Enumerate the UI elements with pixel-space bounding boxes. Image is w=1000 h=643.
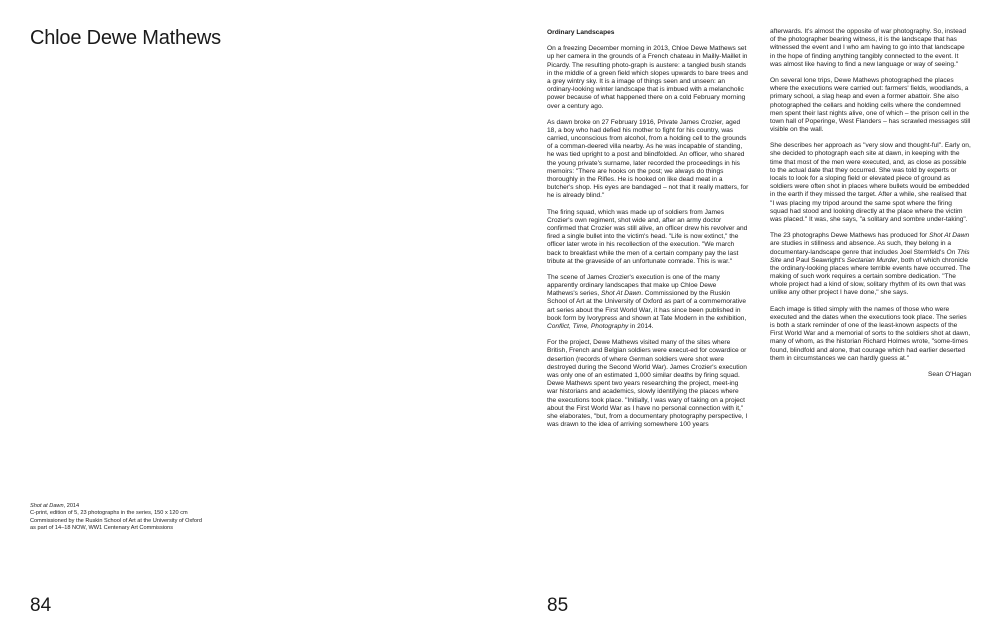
paragraph: afterwards. It's almost the opposite of war photography. So, instead of the photographer bearing witness, it is the landscape that has witnessed the event and I who am having to go into that landscape in the hope of finding anything tangibly connected to the event. It was almost like having to find a new language or way of seeing." [770, 28, 967, 68]
series-title: Shot At Dawn [929, 232, 970, 240]
text-run: in 2014. [628, 323, 654, 330]
paragraph: She describes her approach as "very slow and thought-ful". Early on, she decided to photograph each site at dawn, in keeping with the time that most of the men were executed, and, as close as possible to the actual date that they occurred. She was told by experts or locals to look for a sloping field or elevated piece of ground as soldiers were often shot in places where bullets would be embedded in the earth if they missed the target. After a while, she realised that "I was placing my tripod around the same spot where the firing squad had stood and looking directly at the place where the victim was placed." It was, she says, "a solitary and sombre under-taking". [770, 142, 971, 223]
page-number-left: 84 [30, 595, 52, 616]
caption-line-commission: Commissioned by the Ruskin School of Art at the University of Oxford [30, 517, 202, 524]
work-title: On This Site [770, 248, 970, 264]
text-run: and Paul Seawright's [781, 256, 847, 264]
text-column-2 [770, 28, 971, 379]
text-run: are studies in stillness and absence. As such, they belong in a documentary-landscape genre that includes Joel Sternfeld's [770, 240, 952, 256]
caption-line-medium: C-print, edition of 5, 23 photographs in the series, 150 x 120 cm [30, 510, 188, 517]
paragraph [547, 274, 749, 331]
caption-line-program: as part of 14–18 NOW, WW1 Centenary Art Commissions [30, 525, 174, 532]
author-signoff: Sean O'Hagan [927, 370, 971, 378]
paragraph: As dawn broke on 27 February 1916, Private James Crozier, aged 18, a boy who had defied his mother to fight for his country, was carried, unconscious from alcohol, from a holding cell to the grounds of a comman-deered villa nearby. As he was incapable of standing, he was tied upright to a post and blindfolded. An officer, who shared the young private's surname, later recorded the proceedings in his memoirs: "There are hooks on the post; we always do things thoroughly in the Rifles. He is hooked on like dead meat in a butcher's shop. His eyes are bandaged – not that it really matters, for he is already blind." [547, 118, 749, 200]
paragraph [770, 232, 971, 298]
paragraph: On several lone trips, Dewe Mathews photographed the places where the executions were carried out: farmers' fields, woodlands, a primary school, a slag heap and even a former abattoir. She also photographed the cellars and holding cells where the condemned men spent their last nights alive, one of which – the prison cell in the town hall of Poperinge, West Flanders – has scrawled messages still visible on the wall. [770, 76, 971, 134]
paragraph: On a freezing December morning in 2013, Chloe Dewe Mathews set up her camera in the grounds of a French chateau in Mailly-Maillet in Picardy. The resulting photo-graph is austere: a tangled bush stands in the middle of a green field which slopes upwards to bare trees and a grey wintry sky. It is a image of things seen and unseen: an ordinary-looking winter landscape that is imbued with a melancholic power because of what happened there on a cold February morning over a century ago. [547, 45, 748, 110]
artist-name: Chloe Dewe Mathews [30, 27, 221, 49]
caption-year: , 2014 [63, 503, 80, 509]
text-run: . Commissioned by the Ruskin School of Art at the University of Oxford as part of a commemorative art series about the First World War, it has since been published in book form by Ivorypress and shown at Tate Modern in the exhibition, [547, 290, 747, 322]
paragraph: The firing squad, which was made up of soldiers from James Crozier's own regiment, shot wide and, after an army doctor confirmed that Crozier was still alive, an officer drew his revolver and fired a single bullet into the victim's head. "Life is now extinct," the officer later wrote in his recollection of the execution. "We march back to breakfast while the men of a certain company pay the last tribute at the graveside of an unfortunate comrade. This is war." [547, 208, 748, 265]
paragraph: For the project, Dewe Mathews visited many of the sites where British, French and Belgian soldiers were execut-ed for cowardice or desertion (records of where German soldiers were shot were destroyed during the Second World War). James Crozier's execution was only one of an estimated 1,000 similar deaths by firing squad. Dewe Mathews spent two years researching the project, meet-ing war historians and academics, slowly identifying the places where the executions took place. "Initially, I was wary of taking on a project about the First World War as I have no personal connection with it," she elaborates, "but, from a documentary photography perspective, I was drawn to the idea of arriving somewhere 100 years [547, 339, 748, 429]
series-title: Shot At Dawn [601, 290, 642, 298]
section-heading: Ordinary Landscapes [547, 29, 615, 36]
text-run: The scene of James Crozier's execution is one of the many apparently ordinary landscapes that make up Chloe Dewe Mathews's series, [547, 273, 720, 298]
text-run: The 23 photographs Dewe Mathews has produced for [770, 232, 930, 240]
work-title: Sectarian Murder [846, 256, 898, 264]
artwork-caption [30, 503, 290, 533]
text-run: , both of which chronicle the ordinary-looking places where terrible events have occurred. The making of such work requires a certain sombre dedication. "The whole project had a kind of slow, solitary rhythm of its own that was unlike any other project I have done," she says. [770, 256, 971, 297]
page-number-right: 85 [547, 595, 569, 616]
right-page [500, 0, 1000, 643]
text-column-1 [547, 29, 749, 437]
caption-title: Shot at Dawn [30, 503, 64, 509]
exhibition-title: Conflict, Time, Photography [547, 323, 629, 330]
paragraph: Each image is titled simply with the names of those who were executed and the dates when the executions took place. The series is both a stark reminder of one of the least-known aspects of the First World War and a memorial of sorts to the soldiers shot at dawn, many of whom, as the historian Richard Holmes wrote, "some-times found, blindfold and alone, that courage which had earlier deserted them in circumstances we can hardly guess at." [770, 305, 971, 362]
caption-title-line [30, 503, 290, 510]
